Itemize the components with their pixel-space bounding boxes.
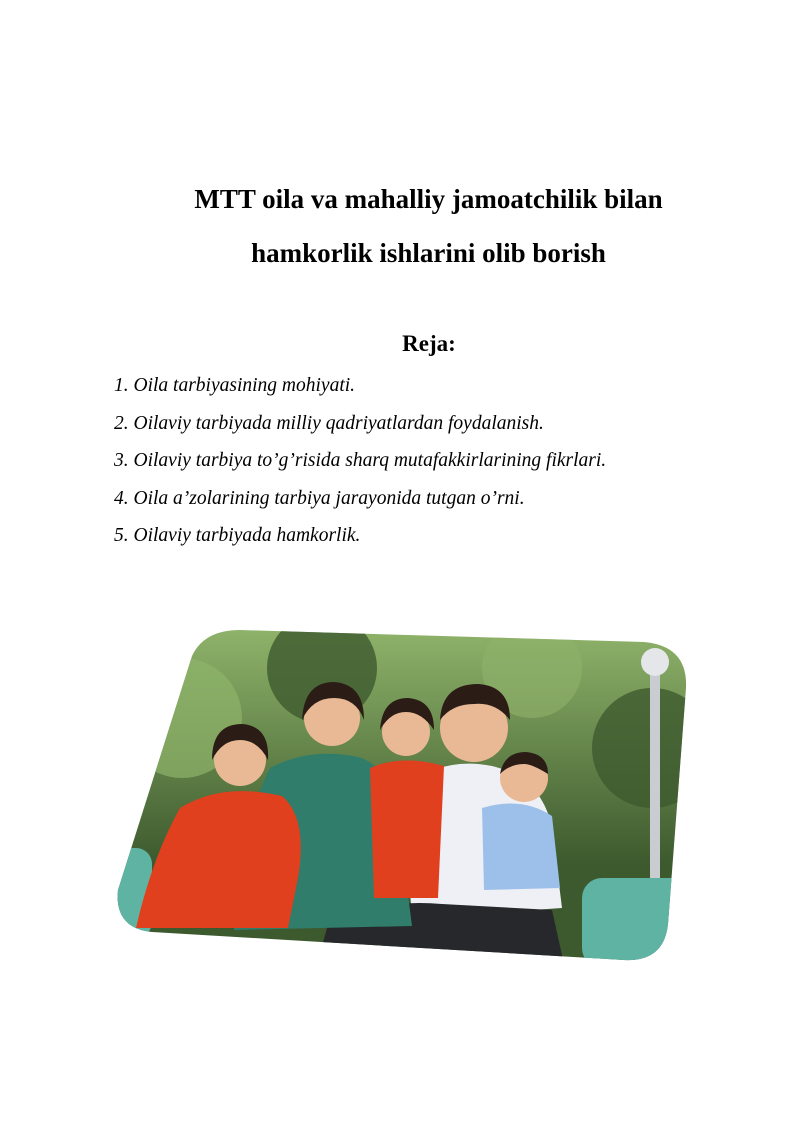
plan-heading: Reja: <box>402 331 456 356</box>
plan-item: 5. Oilaviy tarbiyada hamkorlik. <box>114 525 361 546</box>
title-line-2: hamkorlik ishlarini olib borish <box>251 238 606 268</box>
plan-item: 1. Oila tarbiyasining mohiyati. <box>114 375 356 396</box>
plan-item: 2. Oilaviy tarbiyada milliy qadriyatlardan foydalanish. <box>114 412 544 434</box>
baby-body <box>482 804 560 891</box>
plan-list <box>114 372 606 560</box>
plan-item: 4. Oila a’zolarining tarbiya jarayonida tutgan o’rni. <box>114 487 525 509</box>
lamp-post <box>650 668 660 898</box>
plan-item: 3. Oilaviy tarbiya to’g’risida sharq mutafakkirlarining fikrlari. <box>114 450 607 471</box>
title-line-1: MTT oila va mahalliy jamoatchilik bilan <box>194 184 663 214</box>
page-title <box>120 172 737 280</box>
bench <box>582 878 690 964</box>
girl-center-dress <box>370 760 444 898</box>
lamp-head <box>641 648 669 676</box>
family-photo <box>112 628 690 964</box>
